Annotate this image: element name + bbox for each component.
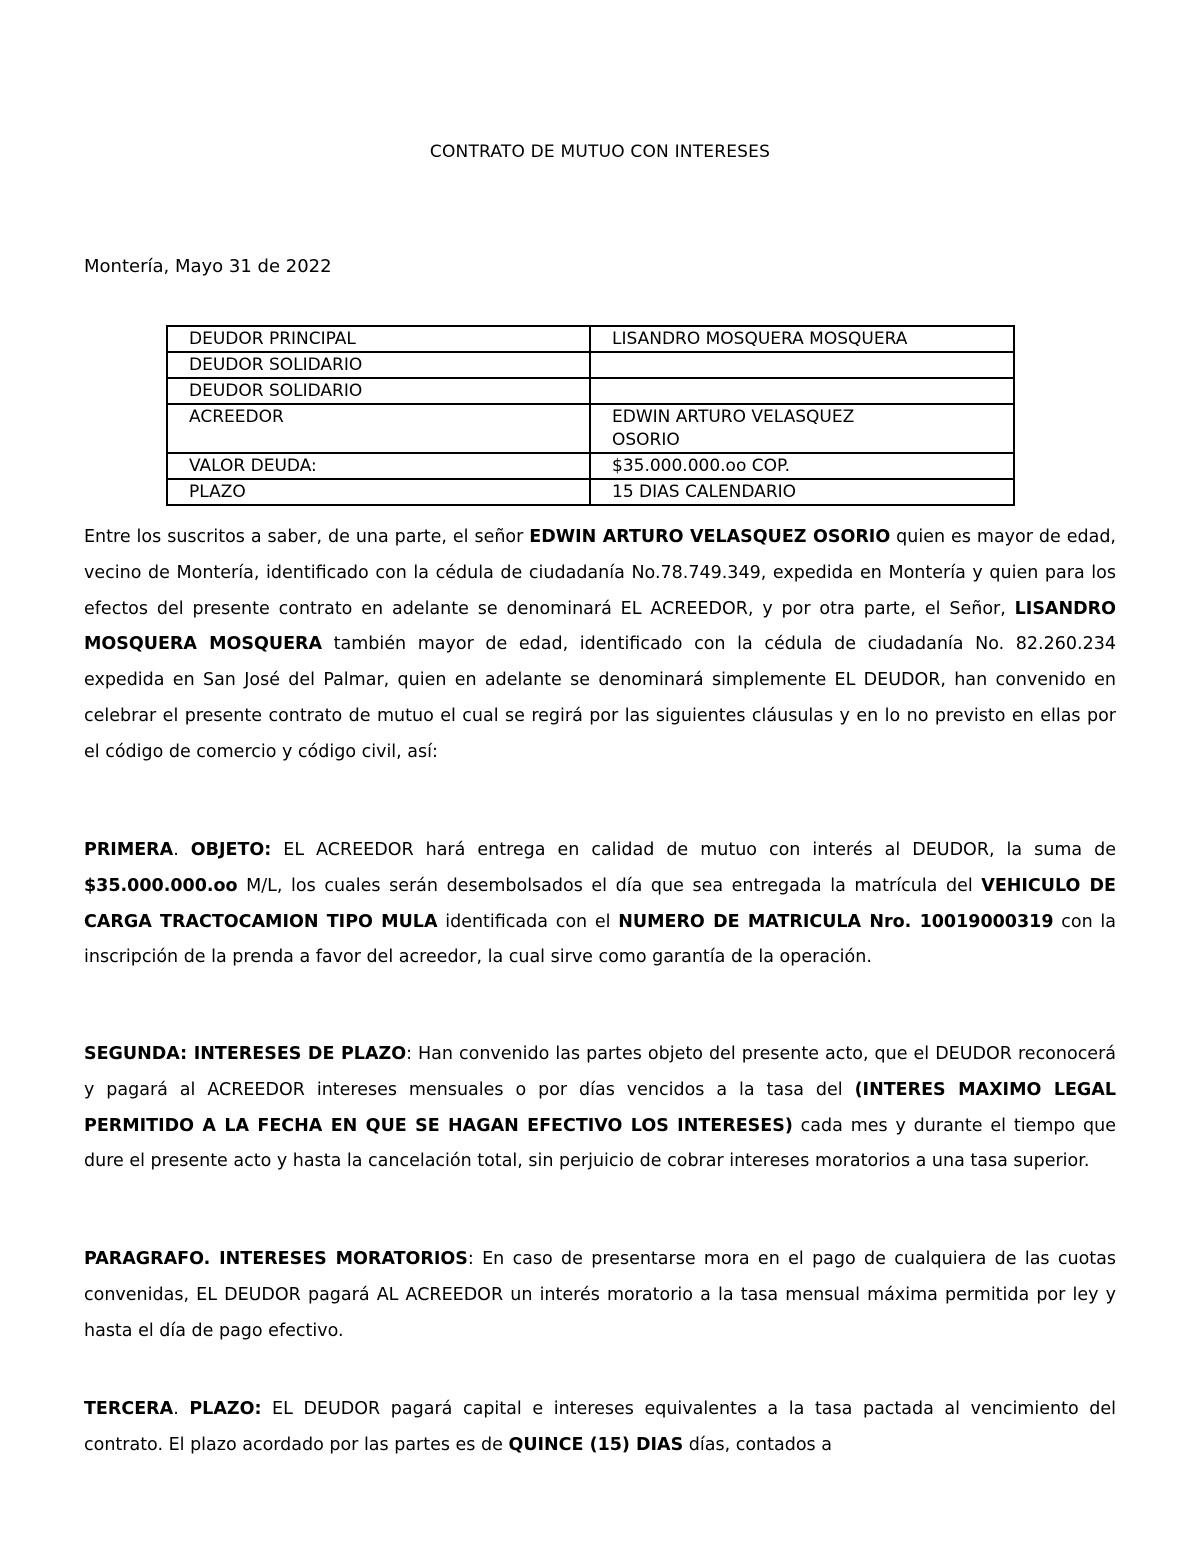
row-value: 15 DIAS CALENDARIO (590, 479, 1014, 505)
clause-text: : Han convenido las partes objeto del presente acto, que el DEUDOR reconocerá y pagará al ACREEDOR intereses mensuales o por días vencidos a la tasa del (84, 1044, 1116, 1100)
clause-text: identificada con el (437, 911, 619, 932)
vehicle-text: VEHICULO DE CARGA TRACTOCAMION TIPO MULA (84, 875, 1116, 932)
row-value: EDWIN ARTURO VELASQUEZ OSORIO (590, 404, 1014, 453)
clause-primera (84, 833, 1116, 976)
clause-text: M/L, los cuales serán desembolsados el día que sea entregada la matrícula del (237, 875, 982, 896)
row-label: VALOR DEUDA: (167, 453, 590, 479)
clause-heading: PARAGRAFO. INTERESES MORATORIOS (84, 1249, 468, 1269)
clause-heading: TERCERA (84, 1399, 174, 1419)
row-value (590, 378, 1014, 404)
row-label: DEUDOR SOLIDARIO (167, 352, 590, 378)
clause-heading: PLAZO: (189, 1399, 262, 1419)
intro-text: Entre los suscritos a saber, de una parte, el señor (84, 527, 530, 547)
interest-rate-text: (INTERES MAXIMO LEGAL PERMITIDO A LA FECHA EN QUE SE HAGAN EFECTIVO LOS INTERESES) (84, 1079, 1116, 1136)
intro-paragraph (84, 520, 1116, 771)
clause-text: cada mes y durante el tiempo que dure el presente acto y hasta la cancelación total, sin perjuicio de cobrar intereses moratorios a una tasa superior. (84, 1115, 1116, 1172)
creditor-name: EDWIN ARTURO VELASQUEZ OSORIO (529, 527, 891, 547)
table-row (167, 378, 1014, 404)
place-date: Montería, Mayo 31 de 2022 (84, 256, 332, 277)
term-text: QUINCE (15) DIAS (508, 1434, 684, 1455)
intro-text: también mayor de edad, identificado con la cédula de ciudadanía No. 82.260.234 expedida en San José del Palmar, quien en adelante se denominará simplemente EL DEUDOR, han convenido en celebrar el presente contrato de mutuo el cual se regirá por las siguientes cláusulas y en lo no previsto en ellas por el código de comercio y código civil, así: (84, 634, 1116, 762)
clause-text: EL ACREEDOR hará entrega en calidad de mutuo con interés al DEUDOR, la suma de (271, 840, 1116, 860)
clause-text: días, contados a (683, 1434, 832, 1455)
document-title: CONTRATO DE MUTUO CON INTERESES (429, 142, 771, 162)
clause-text: con la inscripción de la prenda a favor del acreedor, la cual sirve como garantía de la operación. (84, 911, 1116, 968)
clause-segunda (84, 1037, 1116, 1180)
row-value: LISANDRO MOSQUERA MOSQUERA (590, 326, 1014, 352)
clause-text: . (173, 1399, 190, 1419)
row-label: PLAZO (167, 479, 590, 505)
registration-text: NUMERO DE MATRICULA Nro. 10019000319 (618, 911, 1054, 932)
clause-text: EL DEUDOR pagará capital e intereses equivalentes a la tasa pactada al vencimiento del contrato. El plazo acordado por las partes es de (84, 1399, 1116, 1455)
row-value (590, 352, 1014, 378)
row-label: DEUDOR SOLIDARIO (167, 378, 590, 404)
clause-text: . (173, 840, 191, 860)
table-row (167, 479, 1014, 505)
amount-text: $35.000.000.oo (84, 875, 238, 896)
clause-heading: PRIMERA (84, 840, 174, 860)
row-label: DEUDOR PRINCIPAL (167, 326, 590, 352)
table-row (167, 326, 1014, 352)
table-row (167, 404, 1014, 453)
summary-table (166, 325, 1015, 506)
table-row (167, 352, 1014, 378)
clause-tercera (84, 1392, 1116, 1464)
intro-text: quien es mayor de edad, vecino de Montería, identificado con la cédula de ciudadanía No.78.749.349, expedida en Montería y quien para los efectos del presente contrato en adelante se denominará EL ACREEDOR, y por otra parte, el Señor, (84, 527, 1116, 619)
row-label: ACREEDOR (167, 404, 590, 453)
clause-heading: SEGUNDA: INTERESES DE PLAZO (84, 1044, 407, 1064)
table-row (167, 453, 1014, 479)
row-value: $35.000.000.oo COP. (590, 453, 1014, 479)
clause-text: : En caso de presentarse mora en el pago de cualquiera de las cuotas convenidas, EL DEUDOR pagará AL ACREEDOR un interés moratorio a la tasa mensual máxima permitida por ley y hasta el día de pago efectivo. (84, 1249, 1116, 1341)
clause-paragrafo (84, 1242, 1116, 1349)
debtor-name: LISANDRO MOSQUERA MOSQUERA (84, 598, 1116, 655)
clause-heading: OBJETO: (190, 840, 272, 860)
